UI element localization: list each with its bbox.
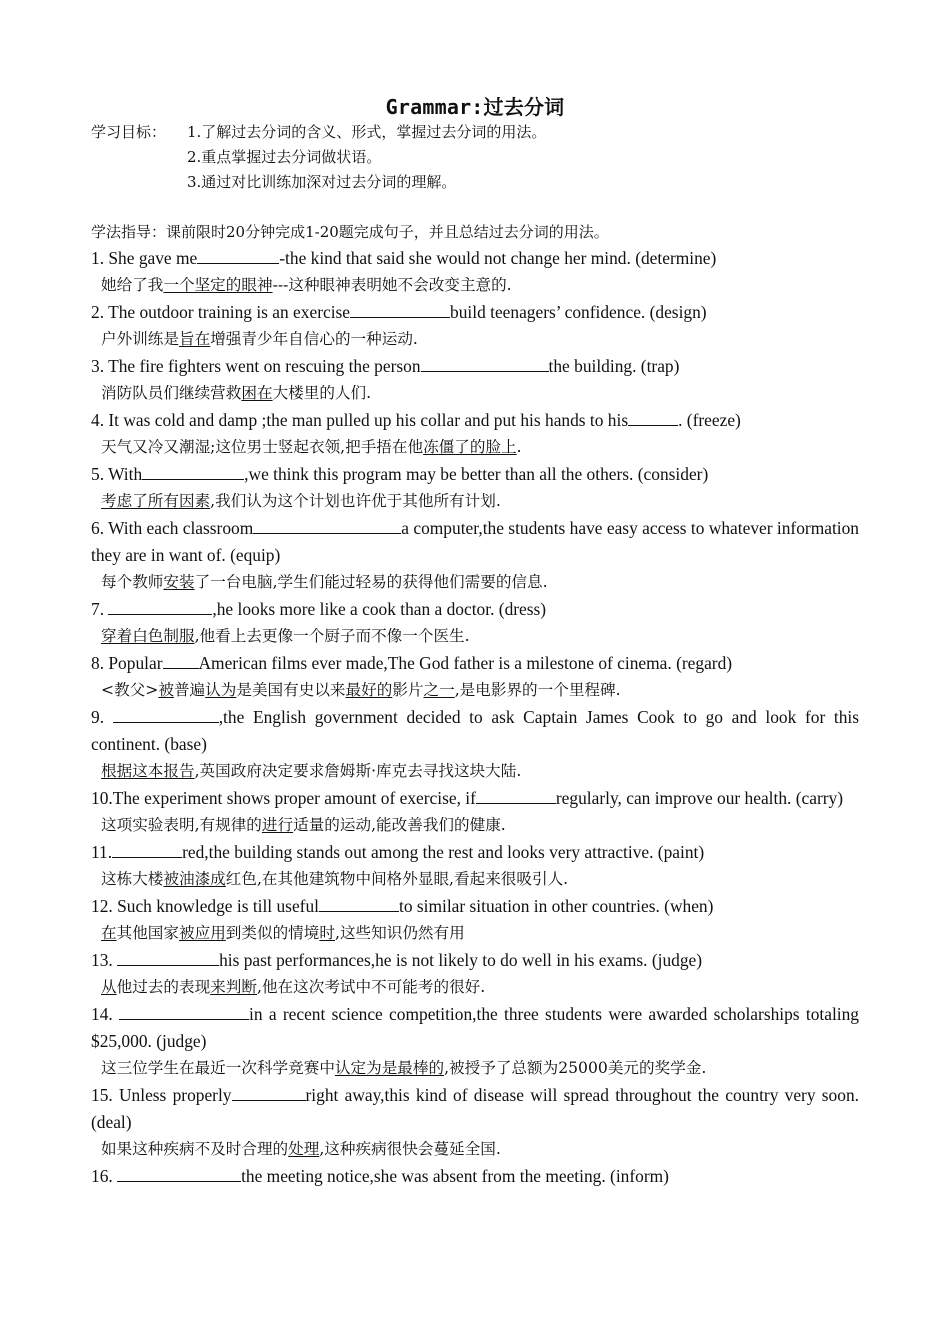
question-item bbox=[91, 596, 859, 623]
question-item bbox=[91, 650, 859, 677]
question-item bbox=[91, 515, 859, 569]
question-item bbox=[91, 353, 859, 380]
chinese-translation bbox=[91, 974, 859, 1001]
question-list bbox=[91, 245, 859, 1190]
translation-segment: 这项实验表明,有规律的 bbox=[101, 816, 262, 834]
question-text-start: 14. bbox=[91, 1004, 120, 1024]
translation-segment: <教父> bbox=[101, 681, 159, 699]
chinese-translation bbox=[91, 623, 859, 650]
answer-blank[interactable] bbox=[117, 948, 219, 966]
translation-segment: 户外训练是 bbox=[101, 330, 179, 348]
question-text-end: American films ever made,The God father is a milestone of cinema. (regard) bbox=[198, 653, 733, 673]
translation-segment: 天气又冷又潮湿;这位男士竖起衣领,把手捂在他 bbox=[101, 438, 424, 456]
question-item bbox=[91, 461, 859, 488]
translation-segment: 适量的运动,能改善我们的健康. bbox=[293, 816, 506, 834]
answer-blank[interactable] bbox=[232, 1083, 306, 1101]
key-phrase: 之一 bbox=[423, 681, 455, 699]
chinese-translation bbox=[91, 1055, 859, 1082]
key-phrase: 时 bbox=[319, 924, 335, 942]
question-text-end: to similar situation in other countries. (when) bbox=[399, 896, 714, 916]
question-text-start: 1. She gave me bbox=[91, 248, 198, 268]
question-text-end: red,the building stands out among the rest and looks very attractive. (paint) bbox=[182, 842, 705, 862]
chinese-translation bbox=[91, 272, 859, 299]
question-item bbox=[91, 785, 859, 812]
translation-segment: ,这些知识仍然有用 bbox=[334, 924, 465, 942]
translation-segment: ,我们认为这个计划也许优于其他所有计划. bbox=[210, 492, 501, 510]
answer-blank[interactable] bbox=[142, 462, 244, 480]
question-item bbox=[91, 1082, 859, 1136]
chinese-translation bbox=[91, 380, 859, 407]
question-text-start: 9. bbox=[91, 707, 113, 727]
question-text-end: build teenagers’ confidence. (design) bbox=[450, 302, 707, 322]
translation-segment: 她给了我 bbox=[101, 276, 164, 294]
answer-blank[interactable] bbox=[112, 840, 182, 858]
chinese-translation bbox=[91, 758, 859, 785]
question-text-end: in a recent science competition,the three students were awarded scholarships totaling $25,000. (judge) bbox=[91, 1004, 859, 1051]
key-phrase: 被 bbox=[158, 681, 174, 699]
question-text-end: his past performances,he is not likely to do well in his exams. (judge) bbox=[219, 950, 703, 970]
question-text-end: ,we think this program may be better than all the others. (consider) bbox=[244, 464, 709, 484]
answer-blank[interactable] bbox=[197, 246, 279, 264]
answer-blank[interactable] bbox=[421, 354, 549, 372]
page-title: Grammar:过去分词 bbox=[385, 95, 565, 119]
key-phrase: 旨在 bbox=[178, 330, 211, 348]
question-text-start: 5. With bbox=[91, 464, 143, 484]
key-phrase: 冻僵了的脸上 bbox=[423, 438, 517, 456]
answer-blank[interactable] bbox=[350, 300, 450, 318]
question-text-end: -the kind that said she would not change her mind. (determine) bbox=[279, 248, 717, 268]
key-phrase: 穿着白色制服 bbox=[101, 627, 195, 645]
translation-segment: 他过去的表现 bbox=[116, 978, 211, 996]
answer-blank[interactable] bbox=[253, 516, 401, 534]
question-text-start: 8. Popular bbox=[91, 653, 163, 673]
chinese-translation bbox=[91, 326, 859, 353]
answer-blank[interactable] bbox=[108, 597, 212, 615]
question-text-start: 7. bbox=[91, 599, 109, 619]
answer-blank[interactable] bbox=[319, 894, 399, 912]
chinese-translation bbox=[91, 866, 859, 893]
question-item bbox=[91, 893, 859, 920]
question-text-start: 3. The fire fighters went on rescuing the person bbox=[91, 356, 421, 376]
key-phrase: 进行 bbox=[261, 816, 294, 834]
translation-segment: 是美国有史以来 bbox=[236, 681, 346, 699]
translation-segment: 到类似的情境 bbox=[225, 924, 320, 942]
translation-segment: ,这种疾病很快会蔓延全国. bbox=[319, 1140, 501, 1158]
question-text-start: 12. Such knowledge is till useful bbox=[91, 896, 319, 916]
question-item bbox=[91, 299, 859, 326]
translation-segment: 增强青少年自信心的一种运动. bbox=[210, 330, 418, 348]
question-text-start: 15. Unless properly bbox=[91, 1085, 232, 1105]
answer-blank[interactable] bbox=[163, 651, 199, 669]
chinese-translation bbox=[91, 812, 859, 839]
question-text-start: 11. bbox=[91, 842, 113, 862]
question-text-end: a computer,the students have easy access to whatever information they are in want of. (equip) bbox=[91, 518, 860, 565]
translation-segment: . bbox=[516, 438, 522, 456]
chinese-translation bbox=[91, 1136, 859, 1163]
key-phrase: 最好的 bbox=[345, 681, 393, 699]
question-text-end: ,he looks more like a cook than a doctor. (dress) bbox=[212, 599, 547, 619]
chinese-translation bbox=[91, 488, 859, 515]
question-text-start: 10.The experiment shows proper amount of exercise, if bbox=[91, 788, 476, 808]
translation-segment: ---这种眼神表明她不会改变主意的. bbox=[272, 276, 512, 294]
translation-segment: 如果这种疾病不及时合理的 bbox=[101, 1140, 289, 1158]
question-text-start: 4. It was cold and damp ;the man pulled up his collar and put his hands to his bbox=[91, 410, 629, 430]
chinese-translation bbox=[91, 920, 859, 947]
question-text-end: the building. (trap) bbox=[548, 356, 680, 376]
question-item bbox=[91, 704, 859, 758]
translation-segment: ,他在这次考试中不可能考的很好. bbox=[256, 978, 486, 996]
question-item bbox=[91, 407, 859, 434]
question-text-end: ,the English government decided to ask Captain James Cook to go and look for this continent. (base) bbox=[91, 707, 860, 754]
worksheet-page bbox=[91, 94, 859, 1190]
chinese-translation bbox=[91, 677, 859, 704]
translation-segment: ,他看上去更像一个厨子而不像一个医生. bbox=[194, 627, 470, 645]
question-item bbox=[91, 1001, 859, 1055]
question-item bbox=[91, 245, 859, 272]
question-text-start: 13. bbox=[91, 950, 118, 970]
key-phrase: 困在 bbox=[241, 384, 273, 402]
key-phrase: 根据这本报告 bbox=[101, 762, 195, 780]
answer-blank[interactable] bbox=[476, 786, 556, 804]
key-phrase: 一个坚定的眼神 bbox=[163, 276, 273, 294]
key-phrase: 在 bbox=[101, 924, 117, 942]
key-phrase: 处理 bbox=[288, 1140, 320, 1158]
key-phrase: 被应用 bbox=[179, 924, 226, 942]
question-text-end: . (freeze) bbox=[678, 410, 741, 430]
key-phrase: 来判断 bbox=[210, 978, 257, 996]
question-text-start: 16. bbox=[91, 1166, 118, 1186]
question-item bbox=[91, 947, 859, 974]
answer-blank[interactable] bbox=[119, 1002, 249, 1020]
translation-segment: ,被授予了总额为25000美元的奖学金. bbox=[444, 1059, 707, 1077]
question-text-end: the meeting notice,she was absent from the meeting. (inform) bbox=[241, 1166, 669, 1186]
translation-segment: 红色,在其他建筑物中间格外显眼,看起来很吸引人. bbox=[225, 870, 569, 888]
key-phrase: 认为 bbox=[205, 681, 237, 699]
question-text-end: regularly, can improve our health. (carry) bbox=[555, 788, 844, 808]
answer-blank[interactable] bbox=[117, 1164, 241, 1182]
chinese-translation bbox=[91, 569, 859, 596]
study-guide: 学法指导：课前限时20分钟完成1-20题完成句子，并且总结过去分词的用法。 bbox=[91, 223, 609, 241]
question-text-end: right away,this kind of disease will spread throughout the country very soon. (deal) bbox=[91, 1085, 859, 1132]
question-text-start: 2. The outdoor training is an exercise bbox=[91, 302, 351, 322]
answer-blank[interactable] bbox=[628, 408, 678, 426]
translation-segment: 了一台电脑,学生们能过轻易的获得他们需要的信息. bbox=[194, 573, 548, 591]
question-text-start: 6. With each classroom bbox=[91, 518, 254, 538]
key-phrase: 安装 bbox=[163, 573, 195, 591]
translation-segment: 这三位学生在最近一次科学竞赛中 bbox=[101, 1059, 335, 1077]
goal-item: 3.通过对比训练加深对过去分词的理解。 bbox=[187, 173, 457, 191]
goals-label: 学习目标： bbox=[91, 123, 167, 141]
translation-segment: ,是电影界的一个里程碑. bbox=[454, 681, 621, 699]
translation-segment: 普遍 bbox=[173, 681, 206, 699]
question-item bbox=[91, 839, 859, 866]
key-phrase: 从 bbox=[101, 978, 117, 996]
key-phrase: 认定为是最棒的 bbox=[334, 1059, 445, 1077]
learning-goals bbox=[91, 120, 859, 195]
translation-segment: 其他国家 bbox=[116, 924, 179, 942]
goal-item: 1.了解过去分词的含义、形式，掌握过去分词的用法。 bbox=[187, 123, 547, 141]
translation-segment: 大楼里的人们. bbox=[272, 384, 372, 402]
key-phrase: 考虑了所有因素 bbox=[101, 492, 211, 510]
question-item bbox=[91, 1163, 859, 1190]
translation-segment: 这栋大楼 bbox=[101, 870, 164, 888]
chinese-translation bbox=[91, 434, 859, 461]
key-phrase: 被油漆成 bbox=[163, 870, 226, 888]
translation-segment: ,英国政府决定要求詹姆斯·库克去寻找这块大陆. bbox=[194, 762, 522, 780]
answer-blank[interactable] bbox=[113, 705, 219, 723]
translation-segment: 每个教师 bbox=[101, 573, 164, 591]
translation-segment: 影片 bbox=[392, 681, 424, 699]
translation-segment: 消防队员们继续营救 bbox=[101, 384, 242, 402]
goal-item: 2.重点掌握过去分词做状语。 bbox=[187, 148, 382, 166]
